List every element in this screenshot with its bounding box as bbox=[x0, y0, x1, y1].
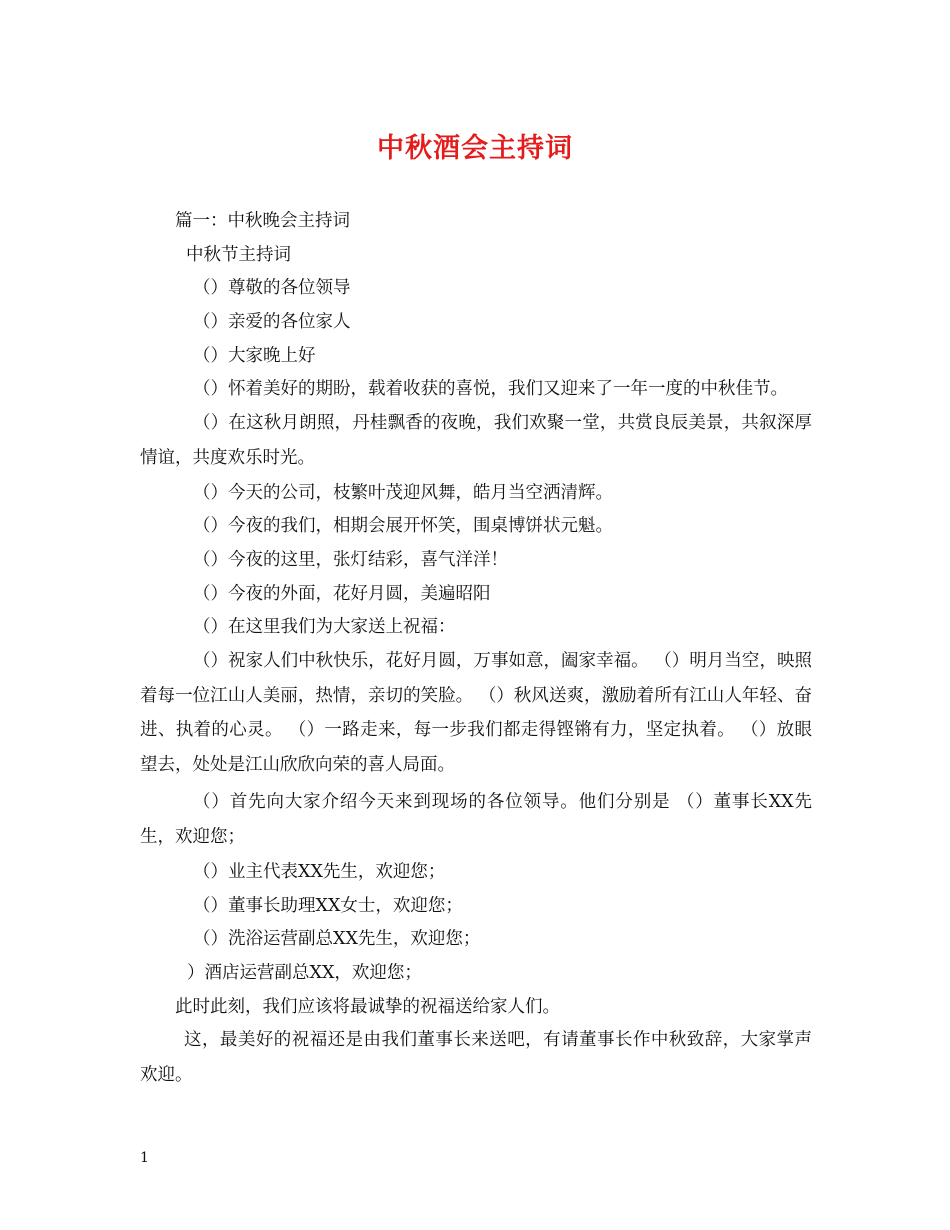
paragraph-line: （）董事长助理XX女士，欢迎您； bbox=[193, 896, 463, 916]
paragraph-line: （）洗浴运营副总XX先生，欢迎您； bbox=[193, 929, 481, 949]
paragraph-line: 此时此刻，我们应该将最诚挚的祝福送给家人们。 bbox=[175, 997, 560, 1017]
paragraph-line: （）今夜的这里，张灯结彩，喜气洋洋！ bbox=[193, 550, 508, 570]
subheading: 中秋节主持词 bbox=[186, 245, 291, 265]
paragraph-line: （）业主代表XX先生，欢迎您； bbox=[193, 862, 446, 882]
paragraph: （）祝家人们中秋快乐，花好月圆，万事如意，阖家幸福。 （）明月当空，映照着每一位江山人美丽，热情，亲切的笑脸。 （）秋风送爽，激励着所有江山人年轻、奋进、执着的心灵。 （）一路走来，每一步我们都走得铿锵有力，坚定执着。 （）放眼望去，处处是江山欣欣向荣的喜人局面。 bbox=[140, 651, 812, 775]
paragraph-line: （）怀着美好的期盼，载着收获的喜悦，我们又迎来了一年一度的中秋佳节。 bbox=[193, 379, 788, 399]
paragraph-line: ）酒店运营副总XX，欢迎您； bbox=[187, 963, 422, 983]
paragraph-line: （）今夜的我们，相期会展开怀笑，围桌博饼状元魁。 bbox=[193, 516, 613, 536]
paragraph-line: （）今夜的外面，花好月圆，美遍昭阳 bbox=[193, 584, 491, 604]
paragraph-line: （）今天的公司，枝繁叶茂迎风舞，皓月当空洒清辉。 bbox=[193, 483, 613, 503]
page-number: 1 bbox=[140, 1150, 149, 1166]
paragraph-line: （）大家晚上好 bbox=[193, 346, 316, 366]
paragraph: （）在这秋月朗照，丹桂飘香的夜晚，我们欢聚一堂，共赏良辰美景，共叙深厚情谊，共度欢乐时光。 bbox=[140, 413, 812, 468]
page-title: 中秋酒会主持词 bbox=[377, 133, 573, 164]
paragraph-line: （）亲爱的各位家人 bbox=[193, 312, 351, 332]
section-heading: 篇一：中秋晚会主持词 bbox=[175, 211, 350, 231]
paragraph-line: （）在这里我们为大家送上祝福： bbox=[193, 617, 456, 637]
paragraph-line: （）尊敬的各位领导 bbox=[193, 278, 351, 298]
paragraph: （）首先向大家介绍今天来到现场的各位领导。他们分别是 （）董事长XX先生，欢迎您； bbox=[140, 792, 812, 847]
paragraph: 这，最美好的祝福还是由我们董事长来送吧，有请董事长作中秋致辞，大家掌声欢迎。 bbox=[140, 1030, 812, 1085]
